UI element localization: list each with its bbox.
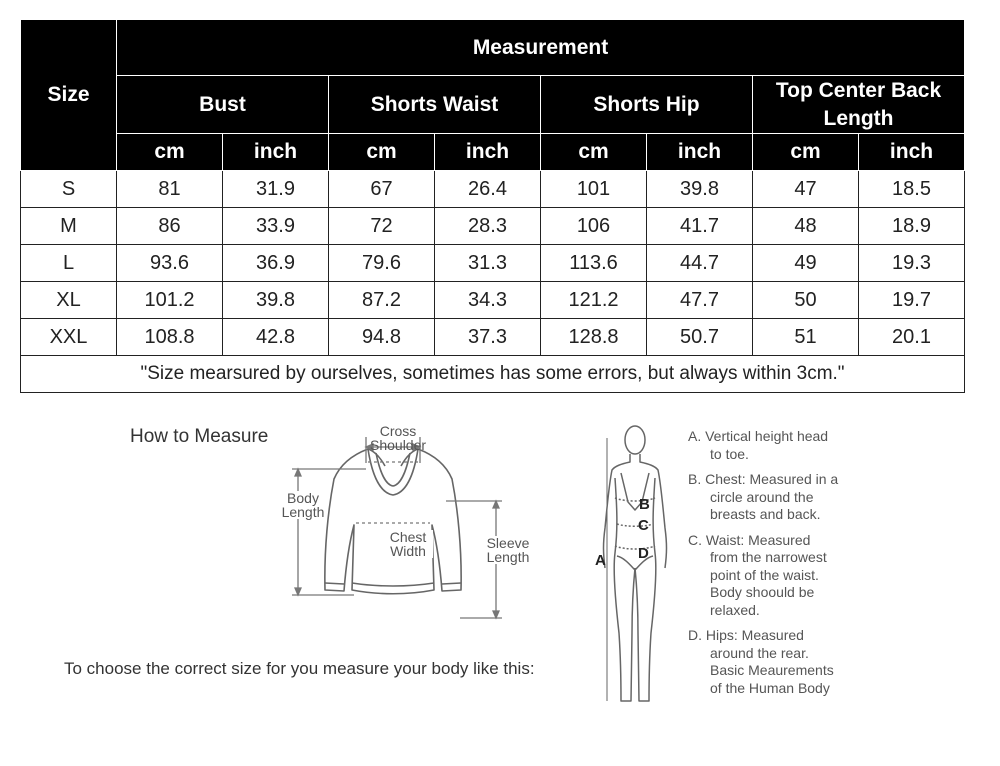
unit-header-cm: cm (117, 134, 223, 171)
table-cell: 47 (753, 171, 859, 208)
measure-lines (292, 437, 502, 618)
label-line: Chest (389, 529, 427, 545)
note-body: circle around the breasts and back. (710, 488, 821, 522)
table-cell: 19.7 (859, 282, 965, 319)
note-height (688, 428, 988, 463)
table-cell: 31.9 (223, 171, 329, 208)
label-line: Width (390, 543, 426, 559)
body-outline (604, 426, 667, 701)
table-row (21, 245, 965, 282)
size-cell: XXL (21, 319, 117, 356)
cross-shoulder-label (370, 424, 426, 452)
table-cell: 128.8 (541, 319, 647, 356)
table-cell: 37.3 (435, 319, 541, 356)
marker-d: D (638, 545, 649, 562)
unit-header-cm: cm (329, 134, 435, 171)
measurement-header: Measurement (117, 20, 965, 76)
table-cell: 72 (329, 208, 435, 245)
how-to-measure-title: How to Measure (130, 426, 269, 447)
table-cell: 108.8 (117, 319, 223, 356)
table-cell: 20.1 (859, 319, 965, 356)
table-cell: 48 (753, 208, 859, 245)
size-cell: M (21, 208, 117, 245)
table-cell: 39.8 (647, 171, 753, 208)
label-line: Cross (379, 423, 417, 439)
note-hips (688, 627, 988, 697)
group-header-bust: Bust (117, 76, 329, 134)
table-cell: 19.3 (859, 245, 965, 282)
note-head: C. Waist: Measured (688, 531, 811, 548)
body-length-label (280, 491, 326, 519)
table-cell: 121.2 (541, 282, 647, 319)
table-cell: 87.2 (329, 282, 435, 319)
sweater-outline (325, 449, 461, 594)
table-cell: 33.9 (223, 208, 329, 245)
table-cell: 41.7 (647, 208, 753, 245)
group-header-shorts-waist: Shorts Waist (329, 76, 541, 134)
table-cell: 81 (117, 171, 223, 208)
group-header-top-center-back-length: Top Center Back Length (753, 76, 965, 134)
table-cell: 42.8 (223, 319, 329, 356)
table-cell: 51 (753, 319, 859, 356)
size-cell: S (21, 171, 117, 208)
unit-header-inch: inch (647, 134, 753, 171)
table-cell: 34.3 (435, 282, 541, 319)
table-cell: 31.3 (435, 245, 541, 282)
unit-header-inch: inch (859, 134, 965, 171)
label-line: Length (486, 549, 530, 565)
chest-width-label (383, 530, 433, 558)
note-body: from the narrowest point of the waist. Body shoould be relaxed. (710, 549, 827, 618)
note-waist (688, 532, 988, 620)
table-cell: 39.8 (223, 282, 329, 319)
table-cell: 93.6 (117, 245, 223, 282)
table-cell: 49 (753, 245, 859, 282)
note-body: around the rear. Basic Meaurements of the Human Body (710, 644, 834, 696)
unit-header-inch: inch (435, 134, 541, 171)
table-cell: 47.7 (647, 282, 753, 319)
choose-size-instruction: To choose the correct size for you measure your body like this: (64, 659, 535, 678)
label-line: Sleeve (486, 535, 530, 551)
measurement-notes (688, 428, 988, 705)
table-cell: 26.4 (435, 171, 541, 208)
measurement-disclaimer: "Size mearsured by ourselves, sometimes has some errors, but always within 3cm." (21, 356, 965, 393)
marker-a: A (595, 552, 606, 569)
table-row (21, 319, 965, 356)
unit-header-inch: inch (223, 134, 329, 171)
group-header-shorts-hip: Shorts Hip (541, 76, 753, 134)
note-head: B. Chest: Measured in a (688, 471, 839, 487)
table-cell: 50 (753, 282, 859, 319)
note-head: A. Vertical height head (688, 428, 829, 444)
sleeve-length-label (483, 536, 533, 564)
note-head: D. Hips: Measured (688, 627, 804, 643)
size-header: Size (21, 20, 117, 171)
table-cell: 50.7 (647, 319, 753, 356)
table-row (21, 171, 965, 208)
table-cell: 44.7 (647, 245, 753, 282)
table-cell: 101.2 (117, 282, 223, 319)
table-cell: 79.6 (329, 245, 435, 282)
label-line: Length (281, 504, 325, 520)
unit-header-cm: cm (541, 134, 647, 171)
size-cell: XL (21, 282, 117, 319)
table-cell: 67 (329, 171, 435, 208)
table-cell: 36.9 (223, 245, 329, 282)
label-line: Body (287, 490, 319, 506)
table-cell: 28.3 (435, 208, 541, 245)
marker-c: C (638, 517, 649, 534)
note-chest (688, 471, 988, 524)
table-cell: 113.6 (541, 245, 647, 282)
unit-header-cm: cm (753, 134, 859, 171)
size-chart-table (20, 19, 965, 393)
size-cell: L (21, 245, 117, 282)
label-line: Shoulder (370, 437, 427, 453)
marker-b: B (639, 496, 650, 513)
table-row (21, 282, 965, 319)
table-cell: 18.9 (859, 208, 965, 245)
table-cell: 106 (541, 208, 647, 245)
table-cell: 86 (117, 208, 223, 245)
note-body: to toe. (710, 445, 749, 462)
table-cell: 18.5 (859, 171, 965, 208)
table-cell: 94.8 (329, 319, 435, 356)
table-cell: 101 (541, 171, 647, 208)
table-row (21, 208, 965, 245)
